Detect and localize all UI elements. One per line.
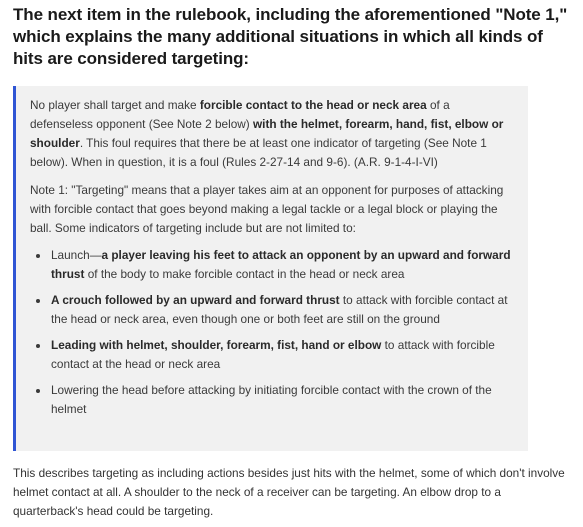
- indicator-segment: Launch—: [51, 248, 102, 262]
- rule-segment: . This foul requires that there be at least one indicator of targeting (See Note 1 below). When in question, it is a foul (Rules 2-27-14 and 9-6). (A.R. 9-1-4-I-VI): [30, 136, 487, 169]
- list-item: [50, 291, 514, 329]
- section-heading: The next item in the rulebook, including the aforementioned "Note 1," which explains the many additional situations in which all kinds of hits are considered targeting:: [13, 5, 568, 68]
- rule-segment-bold: with the helmet, forearm, hand, fist, elbow or shoulder: [30, 117, 504, 150]
- targeting-indicators-list: [30, 246, 514, 419]
- indicator-segment: to attack with forcible contact at the head or neck area, even though one or both feet are still on the ground: [51, 293, 508, 326]
- list-item: [50, 381, 514, 419]
- note-1-paragraph: Note 1: "Targeting" means that a player takes aim at an opponent for purposes of attacking with forcible contact that goes beyond making a legal tackle or a legal block or playing the ball. Some indicators of targeting include but are not limited to:: [30, 183, 504, 235]
- rule-segment: of a defenseless opponent (See Note 2 below): [30, 98, 450, 131]
- rule-segment-bold: forcible contact to the head or neck area: [199, 98, 427, 112]
- indicator-segment: of the body to make forcible contact in the head or neck area: [84, 267, 405, 281]
- indicator-segment: Lowering the head before attacking by initiating forcible contact with the crown of the helmet: [51, 383, 492, 416]
- indicator-segment-bold: a player leaving his feet to attack an opponent by an upward and forward thrust: [51, 248, 511, 281]
- targeting-rule-paragraph: [30, 96, 514, 172]
- indicator-segment-bold: Leading with helmet, shoulder, forearm, fist, hand or elbow: [51, 338, 382, 352]
- indicator-segment-bold: A crouch followed by an upward and forward thrust: [51, 293, 340, 307]
- rule-segment: No player shall target and make: [30, 98, 200, 112]
- list-item: [50, 246, 514, 284]
- indicator-segment: to attack with forcible contact at the head or neck area: [51, 338, 495, 371]
- list-item: [50, 336, 514, 374]
- rulebook-blockquote: [13, 86, 528, 451]
- closing-paragraph: This describes targeting as including actions besides just hits with the helmet, some of which don't involve helmet contact at all. A shoulder to the neck of a receiver can be targeting. An elbow drop to a quarterback's head could be targeting.: [13, 466, 565, 518]
